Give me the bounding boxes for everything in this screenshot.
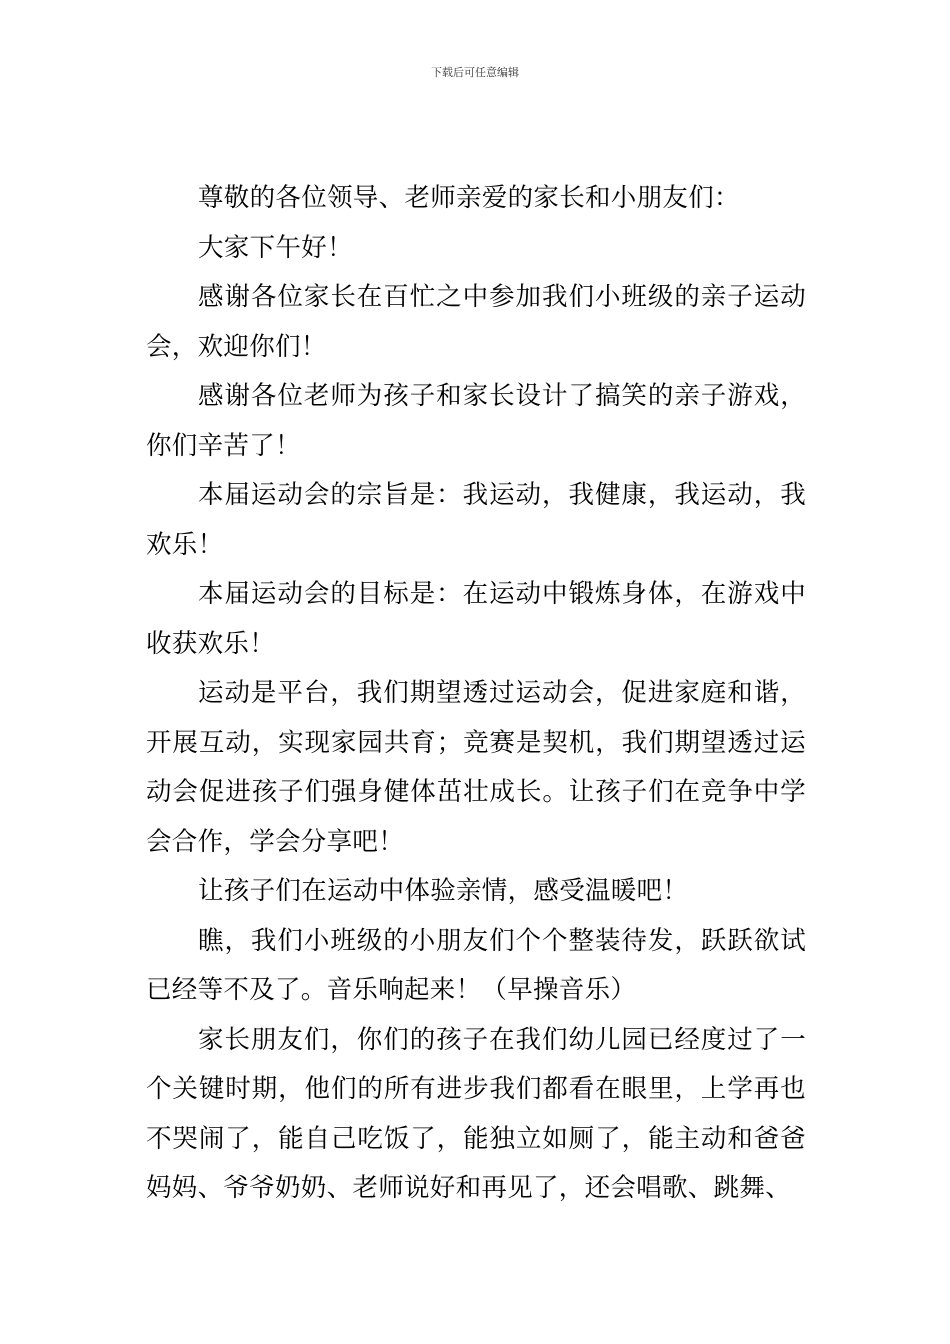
paragraph-thanks-parents: 感谢各位家长在百忙之中参加我们小班级的亲子运动会，欢迎你们！ — [146, 282, 806, 362]
paragraph-family-love: 让孩子们在运动中体验亲情，感受温暖吧！ — [198, 876, 689, 906]
paragraph-greeting: 尊敬的各位领导、老师亲爱的家长和小朋友们： — [198, 183, 740, 213]
paragraph-platform: 运动是平台，我们期望透过运动会，促进家庭和谐，开展互动，实现家园共育；竞赛是契机，我们期望透过运动会促进孩子们强身健体茁壮成长。让孩子们在竞争中学会合作，学会分享吧！ — [146, 678, 806, 857]
page-header: 下载后可任意编辑 — [431, 66, 519, 79]
paragraph-progress: 家长朋友们，你们的孩子在我们幼儿园已经度过了一个关键时期，他们的所有进步我们都看在眼里，上学再也不哭闹了，能自己吃饭了，能独立如厕了，能主动和爸爸妈妈、爷爷奶奶、老师说好和再见了，还会唱歌、跳舞、 — [146, 1024, 806, 1203]
paragraph-good-afternoon: 大家下午好！ — [198, 232, 353, 263]
paragraph-goal: 本届运动会的目标是：在运动中锻炼身体，在游戏中收获欢乐！ — [146, 579, 806, 659]
paragraph-music: 瞧，我们小班级的小朋友们个个整装待发，跃跃欲试已经等不及了。音乐响起来！（早操音乐） — [146, 925, 806, 1005]
paragraph-purpose: 本届运动会的宗旨是：我运动，我健康，我运动，我欢乐！ — [146, 480, 806, 560]
paragraph-thanks-teachers: 感谢各位老师为孩子和家长设计了搞笑的亲子游戏，你们辛苦了！ — [146, 381, 806, 461]
document-body — [146, 174, 806, 1214]
